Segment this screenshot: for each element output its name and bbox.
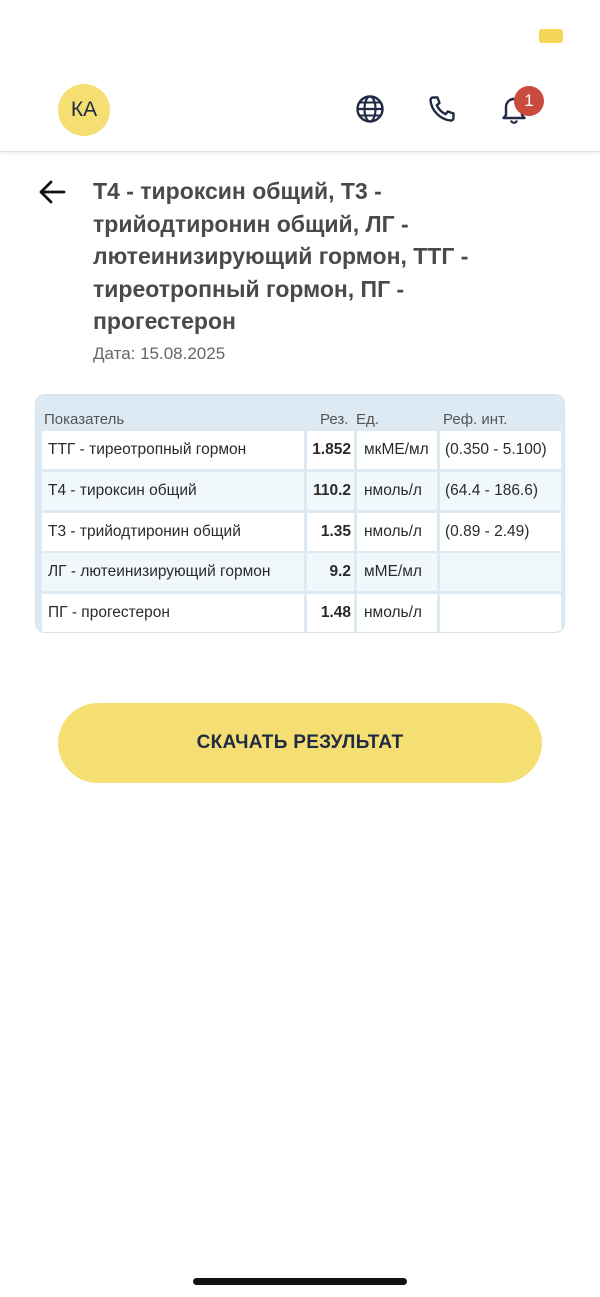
table-row (42, 594, 564, 632)
results-table (35, 394, 565, 633)
table-row (42, 513, 564, 551)
header-indicator: Показатель (44, 411, 125, 428)
header-result: Рез. (320, 411, 349, 428)
cell-indicator: ПГ - прогестерон (42, 594, 304, 632)
notification-badge: 1 (514, 86, 544, 116)
cell-indicator: Т4 - тироксин общий (42, 472, 304, 510)
cell-reference: (64.4 - 186.6) (440, 472, 561, 510)
cell-unit: нмоль/л (357, 513, 437, 551)
phone-icon[interactable] (426, 93, 458, 125)
table-row (42, 553, 564, 591)
cell-reference: (0.350 - 5.100) (440, 431, 561, 469)
cell-reference (440, 594, 561, 632)
table-row (42, 472, 564, 510)
cell-indicator: ТТГ - тиреотропный гормон (42, 431, 304, 469)
table-row (42, 431, 564, 469)
cell-result: 9.2 (307, 553, 354, 591)
cell-indicator: Т3 - трийодтиронин общий (42, 513, 304, 551)
download-result-button[interactable]: СКАЧАТЬ РЕЗУЛЬТАТ (58, 703, 542, 783)
header-unit: Ед. (356, 411, 379, 428)
cell-result: 1.852 (307, 431, 354, 469)
cell-result: 110.2 (307, 472, 354, 510)
globe-icon[interactable] (354, 93, 386, 125)
page-title: Т4 - тироксин общий, Т3 - трийодтиронин общий, ЛГ - лютеинизирующий гормон, ТТГ - тиреотропный гормон, ПГ - прогестерон (93, 178, 469, 334)
cell-reference: (0.89 - 2.49) (440, 513, 561, 551)
cell-unit: мкМЕ/мл (357, 431, 437, 469)
app-header (0, 66, 600, 152)
battery-icon (539, 29, 563, 43)
cell-result: 1.35 (307, 513, 354, 551)
cell-unit: нмоль/л (357, 472, 437, 510)
cell-reference (440, 553, 561, 591)
header-reference: Реф. инт. (443, 411, 508, 428)
cell-result: 1.48 (307, 594, 354, 632)
table-header (36, 395, 565, 431)
result-date: Дата: 15.08.2025 (93, 344, 226, 363)
back-arrow-icon[interactable] (36, 178, 68, 206)
avatar[interactable]: КА (58, 84, 110, 136)
home-indicator[interactable] (193, 1278, 407, 1285)
cell-indicator: ЛГ - лютеинизирующий гормон (42, 553, 304, 591)
cell-unit: мМЕ/мл (357, 553, 437, 591)
cell-unit: нмоль/л (357, 594, 437, 632)
